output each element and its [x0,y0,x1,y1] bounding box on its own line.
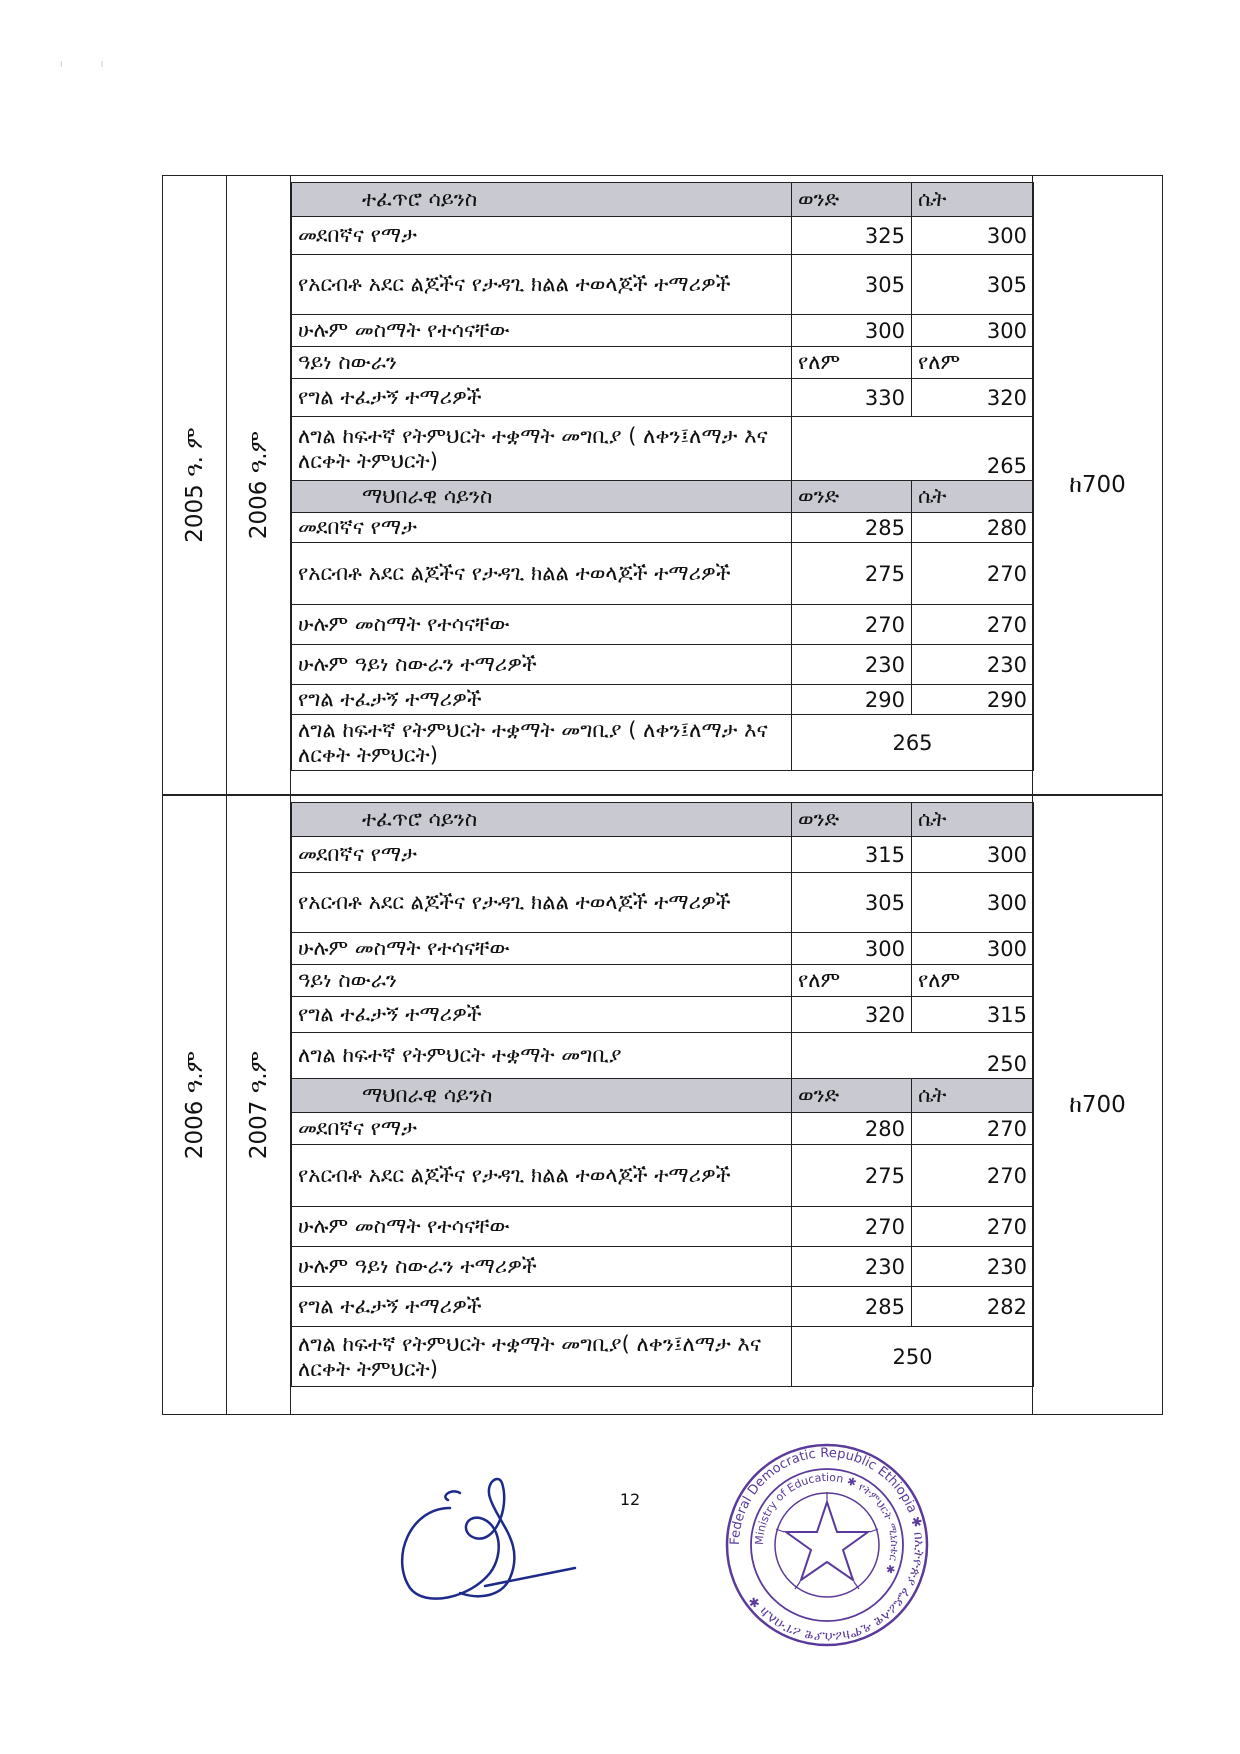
row-label: ሁሉም መስማት የተሳናቸው [292,1207,792,1247]
female-value: 270 [912,605,1034,645]
row-label: ለግል ከፍተኛ የትምህርት ተቋማት መግቢያ [292,1033,792,1079]
year-left-cell [163,796,227,1415]
private-value: 265 [792,417,1034,481]
female-value: 230 [912,645,1034,685]
female-value: 290 [912,685,1034,715]
male-value: 285 [792,513,912,543]
page-number: 12 [619,1490,641,1509]
private-value: 265 [792,715,1034,771]
scores-cell [291,176,1033,795]
table-row-private [292,715,1034,771]
female-value: 300 [912,873,1034,933]
row-label: ለግል ከፍተኛ የትምህርት ተቋማት መግቢያ( ለቀን፤ለማታ እና ለርቀት ትምህርት) [292,1327,792,1387]
row-label: የግል ተፈታኝ ተማሪዎች [292,685,792,715]
private-value: 250 [792,1033,1034,1079]
year-right: 2006 ዓ.ም [245,430,272,540]
male-value: 230 [792,1247,912,1287]
female-value: የለም [912,965,1034,997]
section-header-social [292,481,1034,513]
cutoff-value: ከ700 [1069,1092,1126,1118]
section-header-natural [292,803,1034,837]
table-row [292,873,1034,933]
row-label: የአርብቶ አደር ልጆችና የታዳጊ ክልል ተወላጆች ተማሪዎች [292,873,792,933]
section-title: ማህበራዊ ሳይንስ [292,481,792,513]
female-value: 305 [912,255,1034,315]
male-value: 330 [792,379,912,417]
male-value: 320 [792,997,912,1033]
female-value: 315 [912,997,1034,1033]
female-value: 230 [912,1247,1034,1287]
row-label: የአርብቶ አደር ልጆችና የታዳጊ ክልል ተወላጆች ተማሪዎች [292,543,792,605]
female-header: ሴት [912,803,1034,837]
table-row [292,933,1034,965]
female-value: 300 [912,933,1034,965]
male-value: 230 [792,645,912,685]
male-value: 305 [792,873,912,933]
table-row-private [292,1033,1034,1079]
svg-text:Federal Democratic Republic Et: Federal Democratic Republic Ethiopia ✱ በኢትዮጵያ ፌዴራላዊ ዲሞክራሲያዊ ሪፐብሊክ ✱ [727,1445,927,1645]
table-row [292,513,1034,543]
section-title: ማህበራዊ ሳይንስ [292,1079,792,1113]
ministry-seal [722,1440,932,1650]
table-row [292,255,1034,315]
row-label: ዓይነ ስውራን [292,347,792,379]
row-label: ዓይነ ስውራን [292,965,792,997]
row-label: መደበኛና የማታ [292,1113,792,1145]
table-row [292,543,1034,605]
scores-cell [291,796,1033,1415]
table-row [292,997,1034,1033]
table-row [292,315,1034,347]
section-title: ተፈጥሮ ሳይንስ [292,803,792,837]
male-value: 270 [792,605,912,645]
row-label: ሁሉም ዓይነ ስውራን ተማሪዎች [292,645,792,685]
scores-table [291,802,1034,1387]
male-value: 270 [792,1207,912,1247]
male-header: ወንድ [792,1079,912,1113]
row-label: መደበኛና የማታ [292,217,792,255]
table-row [292,965,1034,997]
table-row [292,685,1034,715]
female-value: 270 [912,1207,1034,1247]
female-value: 270 [912,1145,1034,1207]
year-right: 2007 ዓ.ም [245,1050,272,1160]
scores-table [291,182,1034,771]
table-row [292,645,1034,685]
row-label: ሁሉም መስማት የተሳናቸው [292,605,792,645]
table-row [292,217,1034,255]
male-value: 275 [792,1145,912,1207]
table-row-private [292,1327,1034,1387]
male-value: 325 [792,217,912,255]
scan-specks: ⁝ ⁝ [60,60,104,69]
female-header: ሴት [912,1079,1034,1113]
male-header: ወንድ [792,481,912,513]
svg-text:Ministry of Education ✱ የትምህርት: Ministry of Education ✱ የትምህርት ሚኒስቴር ✱ [752,1470,902,1576]
signature-image [390,1468,590,1618]
male-value: 280 [792,1113,912,1145]
row-label: የግል ተፈታኝ ተማሪዎች [292,997,792,1033]
female-value: 270 [912,1113,1034,1145]
row-label: የግል ተፈታኝ ተማሪዎች [292,379,792,417]
female-header: ሴት [912,183,1034,217]
table-row [292,1287,1034,1327]
male-value: 275 [792,543,912,605]
female-value: 300 [912,315,1034,347]
table-row [292,347,1034,379]
female-value: የለም [912,347,1034,379]
table-row [292,379,1034,417]
section-header-social [292,1079,1034,1113]
male-value: የለም [792,965,912,997]
year-left: 2005 ዓ. ም [181,427,208,543]
table-row [292,1145,1034,1207]
female-value: 282 [912,1287,1034,1327]
male-value: የለም [792,347,912,379]
table-row [292,1113,1034,1145]
male-header: ወንድ [792,183,912,217]
table-row [292,837,1034,873]
cutoff-cell [1033,796,1163,1415]
female-header: ሴት [912,481,1034,513]
row-label: የአርብቶ አደር ልጆችና የታዳጊ ክልል ተወላጆች ተማሪዎች [292,255,792,315]
male-value: 315 [792,837,912,873]
section-title: ተፈጥሮ ሳይንስ [292,183,792,217]
row-label: የግል ተፈታኝ ተማሪዎች [292,1287,792,1327]
year-left: 2006 ዓ.ም [181,1050,208,1160]
row-label: ሁሉም መስማት የተሳናቸው [292,315,792,347]
year-right-cell [227,176,291,795]
male-value: 285 [792,1287,912,1327]
year-block-2 [162,795,1163,1415]
male-header: ወንድ [792,803,912,837]
row-label: ሁሉም መስማት የተሳናቸው [292,933,792,965]
table-row [292,1247,1034,1287]
table-row-private [292,417,1034,481]
female-value: 300 [912,217,1034,255]
table-row [292,605,1034,645]
row-label: የአርብቶ አደር ልጆችና የታዳጊ ክልል ተወላጆች ተማሪዎች [292,1145,792,1207]
row-label: መደበኛና የማታ [292,837,792,873]
male-value: 300 [792,315,912,347]
year-right-cell [227,796,291,1415]
row-label: ለግል ከፍተኛ የትምህርት ተቋማት መግቢያ ( ለቀን፤ለማታ እና ለርቀት ትምህርት) [292,417,792,481]
year-block-1 [162,175,1163,795]
private-value: 250 [792,1327,1034,1387]
female-value: 300 [912,837,1034,873]
female-value: 280 [912,513,1034,543]
section-header-natural [292,183,1034,217]
row-label: መደበኛና የማታ [292,513,792,543]
male-value: 305 [792,255,912,315]
row-label: ሁሉም ዓይነ ስውራን ተማሪዎች [292,1247,792,1287]
male-value: 300 [792,933,912,965]
female-value: 270 [912,543,1034,605]
row-label: ለግል ከፍተኛ የትምህርት ተቋማት መግቢያ ( ለቀን፤ለማታ እና ለርቀት ትምህርት) [292,715,792,771]
year-left-cell [163,176,227,795]
male-value: 290 [792,685,912,715]
cutoff-value: ከ700 [1069,472,1126,498]
cutoff-cell [1033,176,1163,795]
table-row [292,1207,1034,1247]
female-value: 320 [912,379,1034,417]
